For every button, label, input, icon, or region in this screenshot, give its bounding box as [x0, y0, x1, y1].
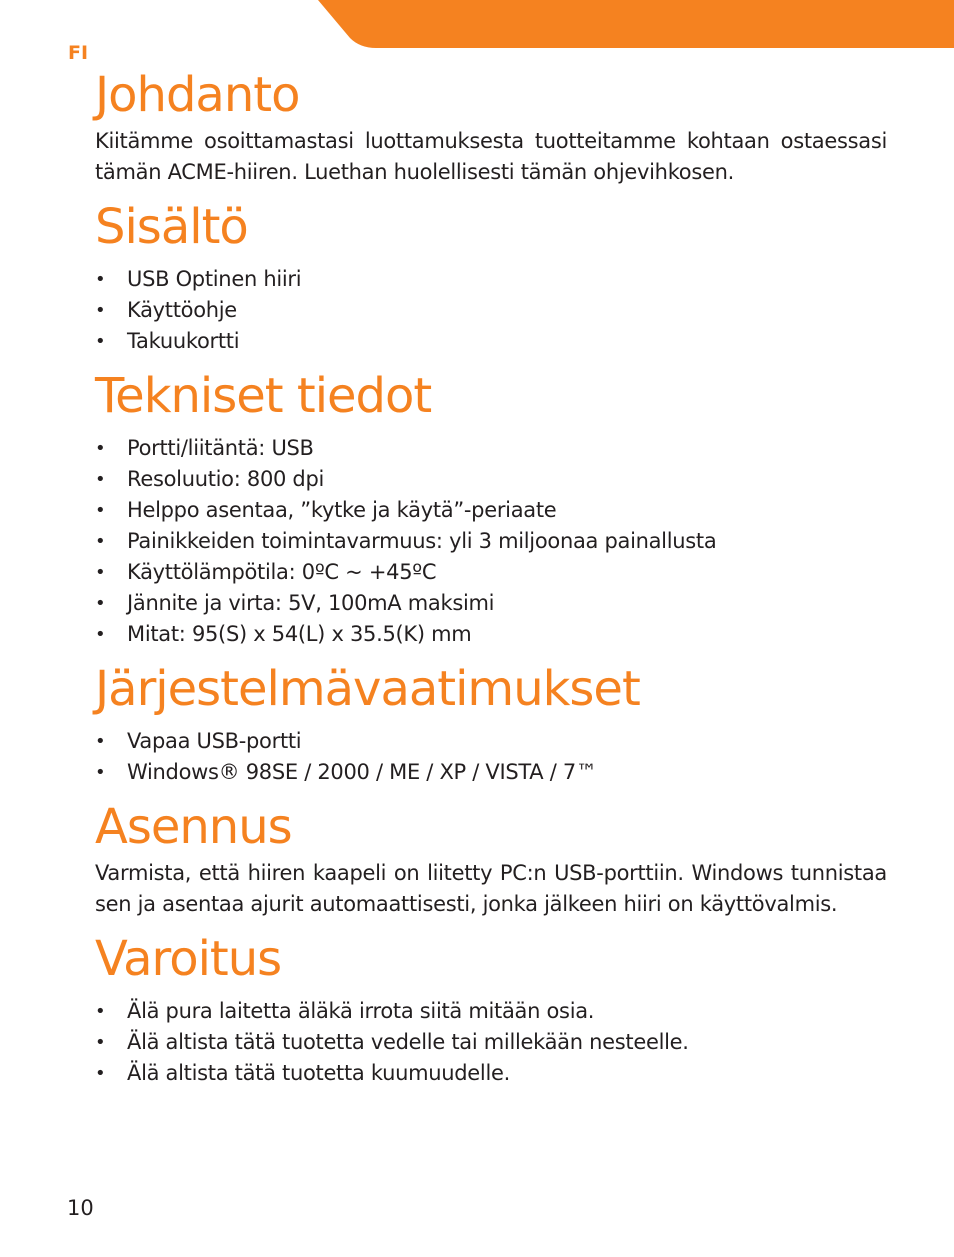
bullet-list: [95, 264, 887, 357]
section-title: Sisältö: [95, 199, 248, 255]
list-item: • USB Optinen hiiri: [95, 264, 887, 295]
list-item: • Käyttölämpötila: 0ºC ~ +45ºC: [95, 557, 887, 588]
bullet-list: [95, 433, 887, 650]
bullet-icon: •: [95, 438, 106, 459]
bullet-icon: •: [95, 469, 106, 490]
list-item: • Takuukortti: [95, 326, 887, 357]
section-tekniset-tiedot: [95, 365, 887, 650]
list-item: • Portti/liitäntä: USB: [95, 433, 887, 464]
list-item: • Älä pura laitetta äläkä irrota siitä mitään osia.: [95, 996, 887, 1027]
bullet-icon: •: [95, 624, 106, 645]
list-item: • Painikkeiden toimintavarmuus: yli 3 miljoonaa painallusta: [95, 526, 887, 557]
document-content: [95, 64, 887, 1089]
section-title: Tekniset tiedot: [95, 368, 432, 424]
bullet-list: [95, 726, 887, 788]
bullet-list: [95, 996, 887, 1089]
list-item: • Älä altista tätä tuotetta vedelle tai millekään nesteelle.: [95, 1027, 887, 1058]
list-item: • Helppo asentaa, ”kytke ja käytä”-periaate: [95, 495, 887, 526]
bullet-icon: •: [95, 1001, 106, 1022]
bullet-icon: •: [95, 531, 106, 552]
list-item: • Vapaa USB-portti: [95, 726, 887, 757]
bullet-icon: •: [95, 593, 106, 614]
bullet-icon: •: [95, 762, 106, 783]
section-asennus: [95, 796, 887, 920]
section-paragraph: Kiitämme osoittamastasi luottamuksesta tuotteitamme kohtaan ostaessasi tämän ACME-hiiren. Luethan huolellisesti tämän ohjevihkosen.: [95, 129, 887, 184]
list-item: • Käyttöohje: [95, 295, 887, 326]
list-item: • Älä altista tätä tuotetta kuumuudelle.: [95, 1058, 887, 1089]
section-sisalto: [95, 196, 887, 357]
section-title: Johdanto: [95, 67, 300, 123]
bullet-icon: •: [95, 269, 106, 290]
section-jarjestelmavaatimukset: [95, 658, 887, 788]
header-tab-shape: [0, 0, 954, 50]
list-item: • Jännite ja virta: 5V, 100mA maksimi: [95, 588, 887, 619]
list-item: • Mitat: 95(S) x 54(L) x 35.5(K) mm: [95, 619, 887, 650]
bullet-icon: •: [95, 331, 106, 352]
bullet-icon: •: [95, 500, 106, 521]
list-item: • Windows® 98SE / 2000 / ME / XP / VISTA / 7™: [95, 757, 887, 788]
section-title: Järjestelmävaatimukset: [95, 661, 640, 717]
section-johdanto: [95, 64, 887, 188]
section-paragraph: Varmista, että hiiren kaapeli on liitetty PC:n USB-porttiin. Windows tunnistaa sen ja asentaa ajurit automaattisesti, jonka jälkeen hiiri on käyttövalmis.: [95, 861, 887, 916]
bullet-icon: •: [95, 562, 106, 583]
bullet-icon: •: [95, 1032, 106, 1053]
section-title: Varoitus: [95, 931, 282, 987]
bullet-icon: •: [95, 1063, 106, 1084]
section-varoitus: [95, 928, 887, 1089]
page-number: 10: [67, 1196, 94, 1220]
language-code: FI: [68, 42, 89, 64]
list-item: • Resoluutio: 800 dpi: [95, 464, 887, 495]
bullet-icon: •: [95, 300, 106, 321]
section-title: Asennus: [95, 799, 292, 855]
bullet-icon: •: [95, 731, 106, 752]
